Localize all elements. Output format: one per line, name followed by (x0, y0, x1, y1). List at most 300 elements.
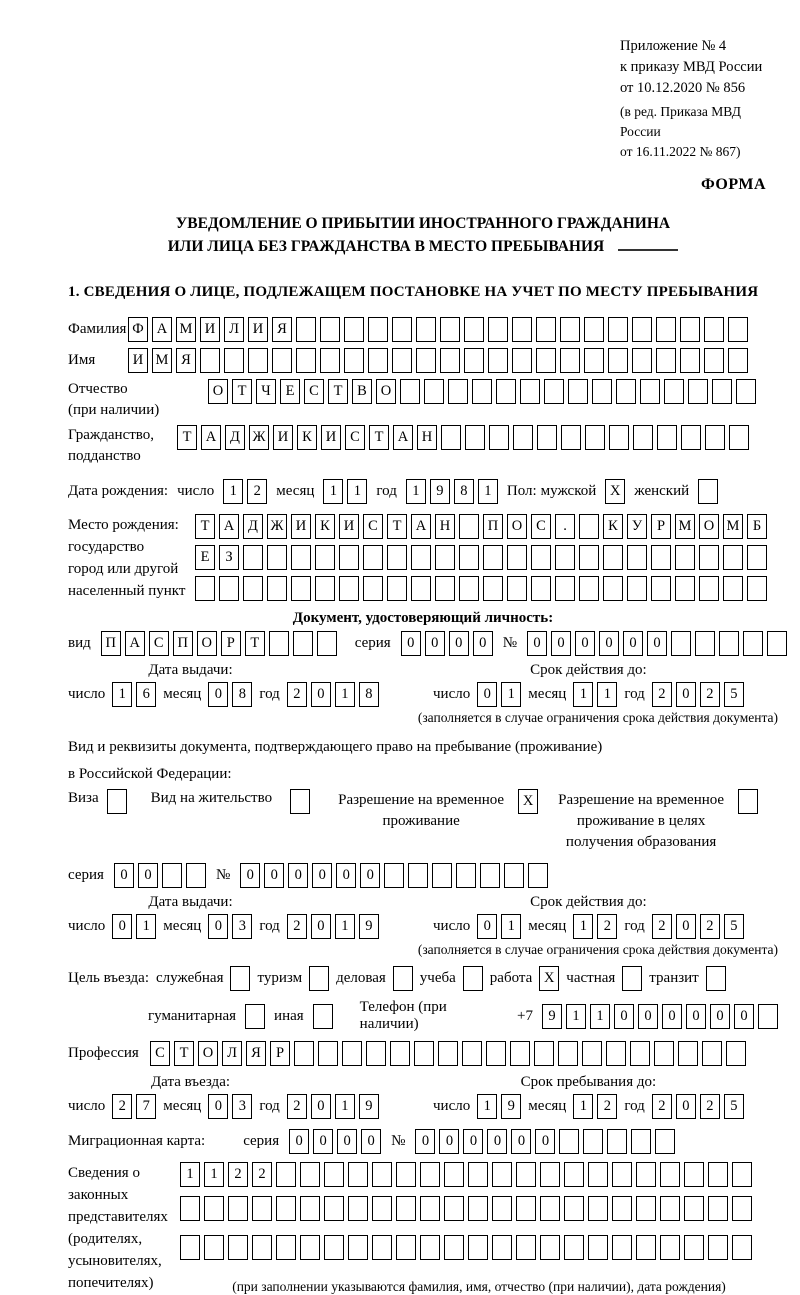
char-box[interactable]: Р (221, 631, 241, 656)
char-box[interactable]: 2 (247, 479, 267, 504)
char-box[interactable] (459, 576, 479, 601)
char-box[interactable] (300, 1162, 320, 1187)
char-box[interactable]: 0 (623, 631, 643, 656)
char-box[interactable]: 0 (112, 914, 132, 939)
char-box[interactable] (348, 1196, 368, 1221)
stay-year-boxes[interactable] (652, 1094, 744, 1119)
doc-kind-boxes[interactable] (101, 631, 337, 656)
char-box[interactable] (200, 348, 220, 373)
char-box[interactable]: 0 (114, 863, 134, 888)
char-box[interactable] (464, 317, 484, 342)
char-box[interactable] (656, 348, 676, 373)
char-box[interactable]: 0 (289, 1129, 309, 1154)
char-box[interactable]: М (723, 514, 743, 539)
char-box[interactable] (444, 1235, 464, 1260)
char-box[interactable]: 9 (359, 914, 379, 939)
char-box[interactable]: Т (232, 379, 252, 404)
char-box[interactable] (291, 545, 311, 570)
char-box[interactable] (582, 1041, 602, 1066)
char-box[interactable]: Т (328, 379, 348, 404)
char-box[interactable] (559, 1129, 579, 1154)
char-box[interactable] (540, 1196, 560, 1221)
char-box[interactable]: Я (246, 1041, 266, 1066)
char-box[interactable] (767, 631, 787, 656)
char-box[interactable]: 0 (734, 1004, 754, 1029)
char-box[interactable] (348, 1162, 368, 1187)
char-box[interactable]: 8 (232, 682, 252, 707)
char-box[interactable] (459, 514, 479, 539)
char-box[interactable] (660, 1196, 680, 1221)
char-box[interactable]: 0 (473, 631, 493, 656)
char-box[interactable]: . (555, 514, 575, 539)
char-box[interactable]: 2 (700, 914, 720, 939)
char-box[interactable] (228, 1196, 248, 1221)
char-box[interactable] (702, 1041, 722, 1066)
char-box[interactable]: 0 (676, 914, 696, 939)
char-box[interactable]: 2 (112, 1094, 132, 1119)
char-box[interactable]: 1 (597, 682, 617, 707)
char-box[interactable] (486, 1041, 506, 1066)
char-box[interactable]: 2 (700, 1094, 720, 1119)
char-box[interactable] (632, 348, 652, 373)
char-box[interactable] (483, 576, 503, 601)
char-box[interactable] (372, 1196, 392, 1221)
char-box[interactable]: 1 (478, 479, 498, 504)
char-box[interactable] (456, 863, 476, 888)
char-box[interactable] (296, 317, 316, 342)
char-box[interactable] (627, 545, 647, 570)
stay-day-boxes[interactable] (477, 1094, 521, 1119)
char-box[interactable]: 2 (597, 914, 617, 939)
char-box[interactable] (291, 576, 311, 601)
char-box[interactable]: 0 (535, 1129, 555, 1154)
char-box[interactable] (732, 1235, 752, 1260)
char-box[interactable]: А (219, 514, 239, 539)
char-box[interactable] (675, 576, 695, 601)
char-box[interactable] (584, 317, 604, 342)
char-box[interactable]: 0 (477, 682, 497, 707)
expiry-year-boxes[interactable] (652, 682, 744, 707)
char-box[interactable] (339, 576, 359, 601)
char-box[interactable]: Т (387, 514, 407, 539)
char-box[interactable]: А (125, 631, 145, 656)
char-box[interactable] (483, 545, 503, 570)
char-box[interactable]: 8 (359, 682, 379, 707)
char-box[interactable] (313, 1004, 333, 1029)
char-box[interactable] (603, 545, 623, 570)
migration-number-boxes[interactable] (415, 1129, 675, 1154)
char-box[interactable]: И (200, 317, 220, 342)
char-box[interactable] (224, 348, 244, 373)
char-box[interactable]: 1 (501, 914, 521, 939)
char-box[interactable] (468, 1235, 488, 1260)
char-box[interactable] (243, 545, 263, 570)
char-box[interactable]: 0 (686, 1004, 706, 1029)
char-box[interactable]: 3 (232, 1094, 252, 1119)
char-box[interactable]: 1 (406, 479, 426, 504)
char-box[interactable]: 9 (430, 479, 450, 504)
char-box[interactable]: 0 (487, 1129, 507, 1154)
char-box[interactable] (180, 1196, 200, 1221)
char-box[interactable] (747, 545, 767, 570)
char-box[interactable]: 0 (676, 682, 696, 707)
char-box[interactable] (317, 631, 337, 656)
char-box[interactable] (276, 1235, 296, 1260)
char-box[interactable]: 0 (614, 1004, 634, 1029)
char-box[interactable] (492, 1162, 512, 1187)
char-box[interactable] (507, 576, 527, 601)
char-box[interactable] (560, 317, 580, 342)
residence-issue-month-boxes[interactable] (208, 914, 252, 939)
char-box[interactable] (315, 545, 335, 570)
char-box[interactable] (729, 425, 749, 450)
char-box[interactable]: 0 (208, 914, 228, 939)
char-box[interactable] (267, 576, 287, 601)
char-box[interactable] (414, 1041, 434, 1066)
temp-permit-checkbox[interactable] (518, 790, 538, 814)
char-box[interactable] (531, 545, 551, 570)
char-box[interactable]: 0 (599, 631, 619, 656)
char-box[interactable]: Б (747, 514, 767, 539)
char-box[interactable] (492, 1235, 512, 1260)
char-box[interactable]: 0 (337, 1129, 357, 1154)
entry-day-boxes[interactable] (112, 1094, 156, 1119)
char-box[interactable] (699, 545, 719, 570)
char-box[interactable] (606, 1041, 626, 1066)
char-box[interactable]: X (605, 479, 625, 504)
char-box[interactable] (726, 1041, 746, 1066)
char-box[interactable] (107, 789, 127, 814)
char-box[interactable] (608, 348, 628, 373)
char-box[interactable]: 5 (724, 682, 744, 707)
residence-series-boxes[interactable] (114, 863, 206, 888)
char-box[interactable]: М (152, 348, 172, 373)
char-box[interactable] (712, 379, 732, 404)
char-box[interactable] (536, 348, 556, 373)
char-box[interactable] (464, 348, 484, 373)
edu-permit-checkbox[interactable] (738, 790, 758, 814)
char-box[interactable] (492, 1196, 512, 1221)
char-box[interactable] (384, 863, 404, 888)
char-box[interactable] (622, 966, 642, 991)
char-box[interactable]: 0 (676, 1094, 696, 1119)
char-box[interactable] (320, 317, 340, 342)
char-box[interactable]: 1 (335, 914, 355, 939)
char-box[interactable]: Р (270, 1041, 290, 1066)
char-box[interactable] (300, 1235, 320, 1260)
char-box[interactable] (528, 863, 548, 888)
char-box[interactable] (420, 1162, 440, 1187)
char-box[interactable] (393, 966, 413, 991)
char-box[interactable] (588, 1162, 608, 1187)
residence-expiry-year-boxes[interactable] (652, 914, 744, 939)
char-box[interactable] (496, 379, 516, 404)
char-box[interactable] (558, 1041, 578, 1066)
char-box[interactable] (440, 348, 460, 373)
char-box[interactable]: К (297, 425, 317, 450)
char-box[interactable]: Д (225, 425, 245, 450)
char-box[interactable] (339, 545, 359, 570)
migration-series-boxes[interactable] (289, 1129, 381, 1154)
char-box[interactable]: 1 (335, 682, 355, 707)
char-box[interactable] (699, 576, 719, 601)
char-box[interactable] (616, 379, 636, 404)
doc-number-boxes[interactable] (527, 631, 787, 656)
firstname-boxes[interactable] (128, 348, 748, 373)
char-box[interactable] (424, 379, 444, 404)
char-box[interactable]: 2 (700, 682, 720, 707)
char-box[interactable] (396, 1162, 416, 1187)
char-box[interactable] (654, 1041, 674, 1066)
char-box[interactable] (540, 1162, 560, 1187)
expiry-month-boxes[interactable] (573, 682, 617, 707)
char-box[interactable] (636, 1235, 656, 1260)
char-box[interactable]: 0 (138, 863, 158, 888)
char-box[interactable] (660, 1162, 680, 1187)
char-box[interactable] (186, 863, 206, 888)
char-box[interactable]: И (273, 425, 293, 450)
char-box[interactable]: П (101, 631, 121, 656)
citizenship-boxes[interactable] (177, 425, 749, 450)
char-box[interactable]: М (675, 514, 695, 539)
char-box[interactable]: 0 (264, 863, 284, 888)
char-box[interactable]: 1 (573, 682, 593, 707)
char-box[interactable]: А (411, 514, 431, 539)
visa-checkbox[interactable] (107, 790, 127, 814)
doc-series-boxes[interactable] (401, 631, 493, 656)
char-box[interactable]: И (248, 317, 268, 342)
char-box[interactable]: 0 (415, 1129, 435, 1154)
sex-female-checkbox[interactable] (698, 479, 718, 504)
char-box[interactable]: Д (243, 514, 263, 539)
char-box[interactable] (513, 425, 533, 450)
char-box[interactable]: 1 (566, 1004, 586, 1029)
issue-month-boxes[interactable] (208, 682, 252, 707)
char-box[interactable]: 0 (311, 1094, 331, 1119)
char-box[interactable] (564, 1162, 584, 1187)
purpose-humanitarian-checkbox[interactable] (245, 1004, 265, 1029)
char-box[interactable] (680, 317, 700, 342)
char-box[interactable]: П (483, 514, 503, 539)
char-box[interactable] (678, 1041, 698, 1066)
issue-year-boxes[interactable] (287, 682, 379, 707)
char-box[interactable]: 0 (360, 863, 380, 888)
char-box[interactable] (269, 631, 289, 656)
profession-boxes[interactable] (150, 1041, 746, 1066)
char-box[interactable] (315, 576, 335, 601)
char-box[interactable] (516, 1162, 536, 1187)
char-box[interactable]: И (291, 514, 311, 539)
residence-issue-year-boxes[interactable] (287, 914, 379, 939)
char-box[interactable] (204, 1235, 224, 1260)
char-box[interactable] (736, 379, 756, 404)
char-box[interactable]: С (149, 631, 169, 656)
char-box[interactable]: О (198, 1041, 218, 1066)
char-box[interactable] (612, 1196, 632, 1221)
char-box[interactable]: 0 (288, 863, 308, 888)
char-box[interactable] (363, 545, 383, 570)
char-box[interactable] (579, 576, 599, 601)
char-box[interactable] (664, 379, 684, 404)
char-box[interactable] (392, 348, 412, 373)
char-box[interactable] (396, 1196, 416, 1221)
char-box[interactable] (612, 1162, 632, 1187)
char-box[interactable]: Я (176, 348, 196, 373)
purpose-private-checkbox[interactable] (622, 966, 642, 991)
char-box[interactable] (555, 576, 575, 601)
char-box[interactable] (708, 1162, 728, 1187)
entry-year-boxes[interactable] (287, 1094, 379, 1119)
char-box[interactable]: 0 (551, 631, 571, 656)
char-box[interactable]: С (150, 1041, 170, 1066)
purpose-business-checkbox[interactable] (393, 966, 413, 991)
char-box[interactable] (204, 1196, 224, 1221)
char-box[interactable] (684, 1162, 704, 1187)
char-box[interactable] (272, 348, 292, 373)
char-box[interactable] (657, 425, 677, 450)
expiry-day-boxes[interactable] (477, 682, 521, 707)
purpose-other-checkbox[interactable] (313, 1004, 333, 1029)
char-box[interactable] (432, 863, 452, 888)
char-box[interactable] (738, 789, 758, 814)
char-box[interactable] (489, 425, 509, 450)
char-box[interactable] (568, 379, 588, 404)
char-box[interactable] (561, 425, 581, 450)
char-box[interactable] (704, 317, 724, 342)
char-box[interactable] (684, 1235, 704, 1260)
char-box[interactable]: С (345, 425, 365, 450)
char-box[interactable] (348, 1235, 368, 1260)
char-box[interactable] (243, 576, 263, 601)
char-box[interactable] (516, 1235, 536, 1260)
char-box[interactable]: А (201, 425, 221, 450)
char-box[interactable]: 0 (311, 682, 331, 707)
char-box[interactable] (162, 863, 182, 888)
representatives-row1-boxes[interactable] (180, 1162, 752, 1187)
char-box[interactable] (392, 317, 412, 342)
char-box[interactable] (612, 1235, 632, 1260)
char-box[interactable] (592, 379, 612, 404)
char-box[interactable] (656, 317, 676, 342)
char-box[interactable] (408, 863, 428, 888)
representatives-row2-boxes[interactable] (180, 1196, 752, 1221)
char-box[interactable] (252, 1235, 272, 1260)
char-box[interactable] (636, 1162, 656, 1187)
birth-year-boxes[interactable] (406, 479, 498, 504)
char-box[interactable]: 0 (647, 631, 667, 656)
char-box[interactable]: 2 (652, 1094, 672, 1119)
char-box[interactable] (438, 1041, 458, 1066)
char-box[interactable]: 1 (590, 1004, 610, 1029)
char-box[interactable] (684, 1196, 704, 1221)
char-box[interactable] (228, 1235, 248, 1260)
purpose-official-checkbox[interactable] (230, 966, 250, 991)
char-box[interactable] (459, 545, 479, 570)
char-box[interactable]: 1 (573, 1094, 593, 1119)
char-box[interactable] (510, 1041, 530, 1066)
char-box[interactable] (411, 576, 431, 601)
char-box[interactable] (400, 379, 420, 404)
char-box[interactable] (441, 425, 461, 450)
char-box[interactable] (318, 1041, 338, 1066)
char-box[interactable]: И (339, 514, 359, 539)
char-box[interactable] (294, 1041, 314, 1066)
char-box[interactable] (465, 425, 485, 450)
char-box[interactable]: 2 (287, 914, 307, 939)
char-box[interactable]: 2 (597, 1094, 617, 1119)
char-box[interactable] (743, 631, 763, 656)
char-box[interactable] (396, 1235, 416, 1260)
purpose-work-checkbox[interactable] (539, 966, 559, 991)
char-box[interactable]: С (304, 379, 324, 404)
char-box[interactable] (630, 1041, 650, 1066)
char-box[interactable]: 2 (228, 1162, 248, 1187)
char-box[interactable] (276, 1162, 296, 1187)
char-box[interactable]: Л (224, 317, 244, 342)
char-box[interactable]: И (321, 425, 341, 450)
char-box[interactable]: О (507, 514, 527, 539)
char-box[interactable] (411, 545, 431, 570)
char-box[interactable] (732, 1196, 752, 1221)
char-box[interactable]: 1 (477, 1094, 497, 1119)
char-box[interactable] (631, 1129, 651, 1154)
purpose-study-checkbox[interactable] (463, 966, 483, 991)
char-box[interactable]: У (627, 514, 647, 539)
char-box[interactable] (655, 1129, 675, 1154)
char-box[interactable]: Е (195, 545, 215, 570)
char-box[interactable] (416, 317, 436, 342)
char-box[interactable] (520, 379, 540, 404)
char-box[interactable]: 9 (542, 1004, 562, 1029)
char-box[interactable]: Е (280, 379, 300, 404)
birth-month-boxes[interactable] (323, 479, 367, 504)
char-box[interactable] (488, 348, 508, 373)
char-box[interactable]: А (393, 425, 413, 450)
char-box[interactable] (324, 1196, 344, 1221)
char-box[interactable]: 0 (240, 863, 260, 888)
char-box[interactable] (488, 317, 508, 342)
birthplace-row3-boxes[interactable] (195, 576, 767, 601)
char-box[interactable]: О (197, 631, 217, 656)
char-box[interactable]: П (173, 631, 193, 656)
char-box[interactable] (245, 1004, 265, 1029)
char-box[interactable] (390, 1041, 410, 1066)
char-box[interactable]: С (363, 514, 383, 539)
char-box[interactable]: 1 (136, 914, 156, 939)
char-box[interactable] (248, 348, 268, 373)
residence-permit-checkbox[interactable] (290, 790, 310, 814)
char-box[interactable] (698, 479, 718, 504)
char-box[interactable] (603, 576, 623, 601)
residence-expiry-day-boxes[interactable] (477, 914, 521, 939)
char-box[interactable] (560, 348, 580, 373)
char-box[interactable] (507, 545, 527, 570)
char-box[interactable] (372, 1162, 392, 1187)
char-box[interactable] (607, 1129, 627, 1154)
char-box[interactable]: И (128, 348, 148, 373)
char-box[interactable] (290, 789, 310, 814)
char-box[interactable] (440, 317, 460, 342)
char-box[interactable]: 0 (662, 1004, 682, 1029)
char-box[interactable] (640, 379, 660, 404)
char-box[interactable]: Ж (249, 425, 269, 450)
char-box[interactable]: 8 (454, 479, 474, 504)
char-box[interactable] (195, 576, 215, 601)
char-box[interactable] (372, 1235, 392, 1260)
char-box[interactable]: 2 (287, 1094, 307, 1119)
surname-boxes[interactable] (128, 317, 748, 342)
char-box[interactable]: 1 (573, 914, 593, 939)
